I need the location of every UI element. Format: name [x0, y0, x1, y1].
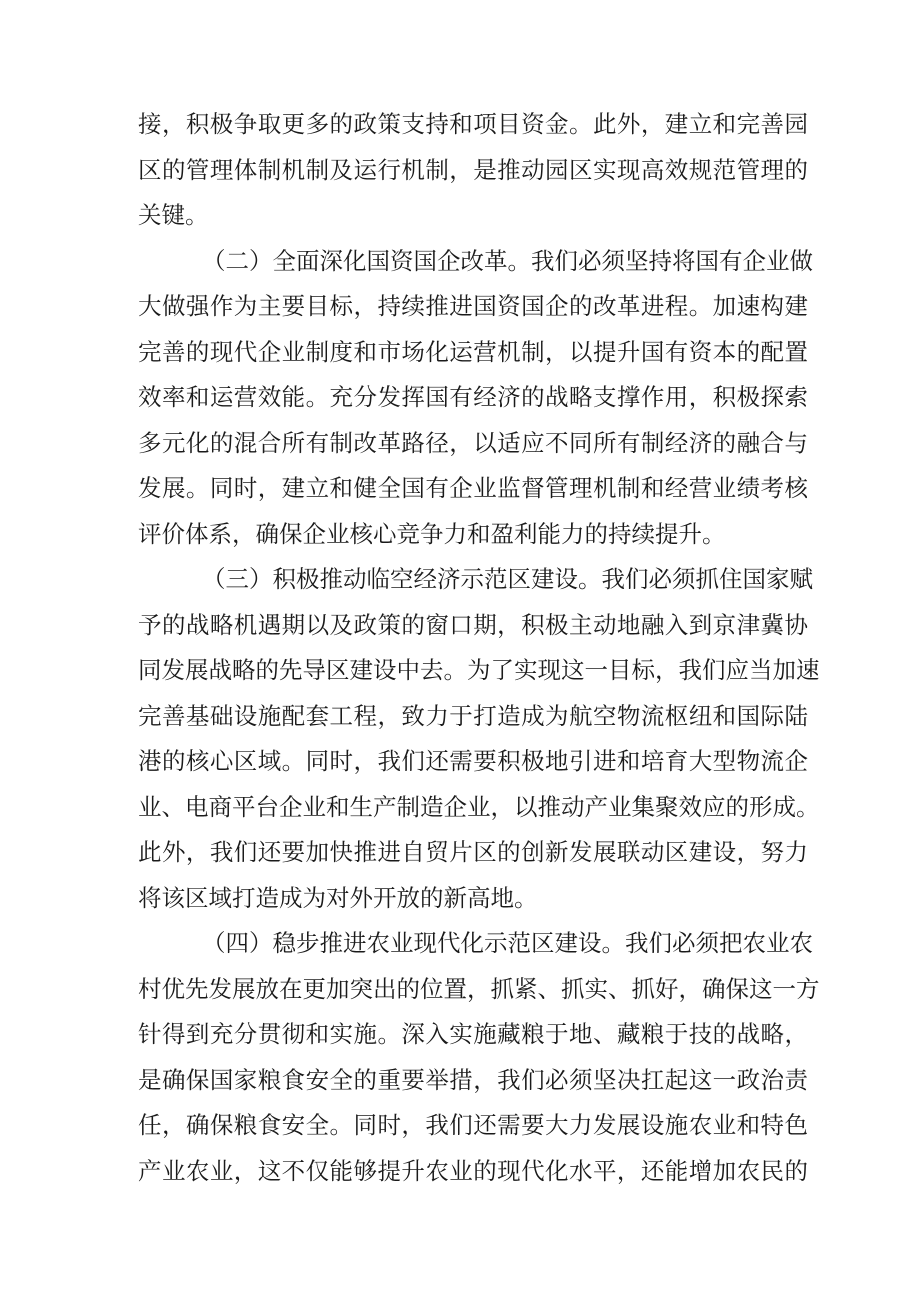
- text-line: 完善基础设施配套工程，致力于打造成为航空物流枢纽和国际陆: [138, 701, 808, 730]
- text-line: 产业农业，这不仅能够提升农业的现代化水平，还能增加农民的: [138, 1156, 808, 1185]
- text-line: 村优先发展放在更加突出的位置，抓紧、抓实、抓好，确保这一方: [138, 974, 820, 1003]
- text-line: 完善的现代企业制度和市场化运营机制，以提升国有资本的配置: [138, 337, 808, 366]
- text-line: 同发展战略的先导区建设中去。为了实现这一目标，我们应当加速: [138, 656, 820, 684]
- text-line: 予的战略机遇期以及政策的窗口期，积极主动地融入到京津冀协: [138, 610, 808, 639]
- text-line: 效率和运营效能。充分发挥国有经济的战略支撑作用，积极探索: [138, 383, 808, 411]
- text-line: （三）积极推动临空经济示范区建设。我们必须抓住国家赋: [202, 565, 813, 593]
- text-line: 此外，我们还要加快推进自贸片区的创新发展联动区建设，努力: [138, 838, 808, 866]
- text-line: 发展。同时，建立和健全国有企业监督管理机制和经营业绩考核: [138, 474, 808, 502]
- text-line: 将该区域打造成为对外开放的新高地。: [138, 883, 538, 912]
- text-line: 大做强作为主要目标，持续推进国资国企的改革进程。加速构建: [138, 292, 808, 320]
- text-line: 任，确保粮食安全。同时，我们还需要大力发展设施农业和特色: [138, 1111, 808, 1139]
- text-line: 区的管理体制机制及运行机制，是推动园区实现高效规范管理的: [138, 155, 808, 184]
- text-line: 港的核心区域。同时，我们还需要积极地引进和培育大型物流企: [138, 747, 808, 775]
- text-line: 针得到充分贯彻和实施。深入实施藏粮于地、藏粮于技的战略，: [138, 1020, 808, 1048]
- text-line: （二）全面深化国资国企改革。我们必须坚持将国有企业做: [202, 246, 813, 275]
- text-line: 多元化的混合所有制改革路径，以适应不同所有制经济的融合与: [138, 428, 808, 457]
- text-line: 业、电商平台企业和生产制造企业，以推动产业集聚效应的形成。: [138, 792, 820, 821]
- text-line: 是确保国家粮食安全的重要举措，我们必须坚决扛起这一政治责: [138, 1065, 808, 1094]
- text-line: （四）稳步推进农业现代化示范区建设。我们必须把农业农: [202, 929, 813, 957]
- text-line: 关键。: [138, 201, 209, 229]
- text-line: 评价体系，确保企业核心竞争力和盈利能力的持续提升。: [138, 519, 726, 548]
- text-line: 接，积极争取更多的政策支持和项目资金。此外，建立和完善园: [138, 110, 808, 138]
